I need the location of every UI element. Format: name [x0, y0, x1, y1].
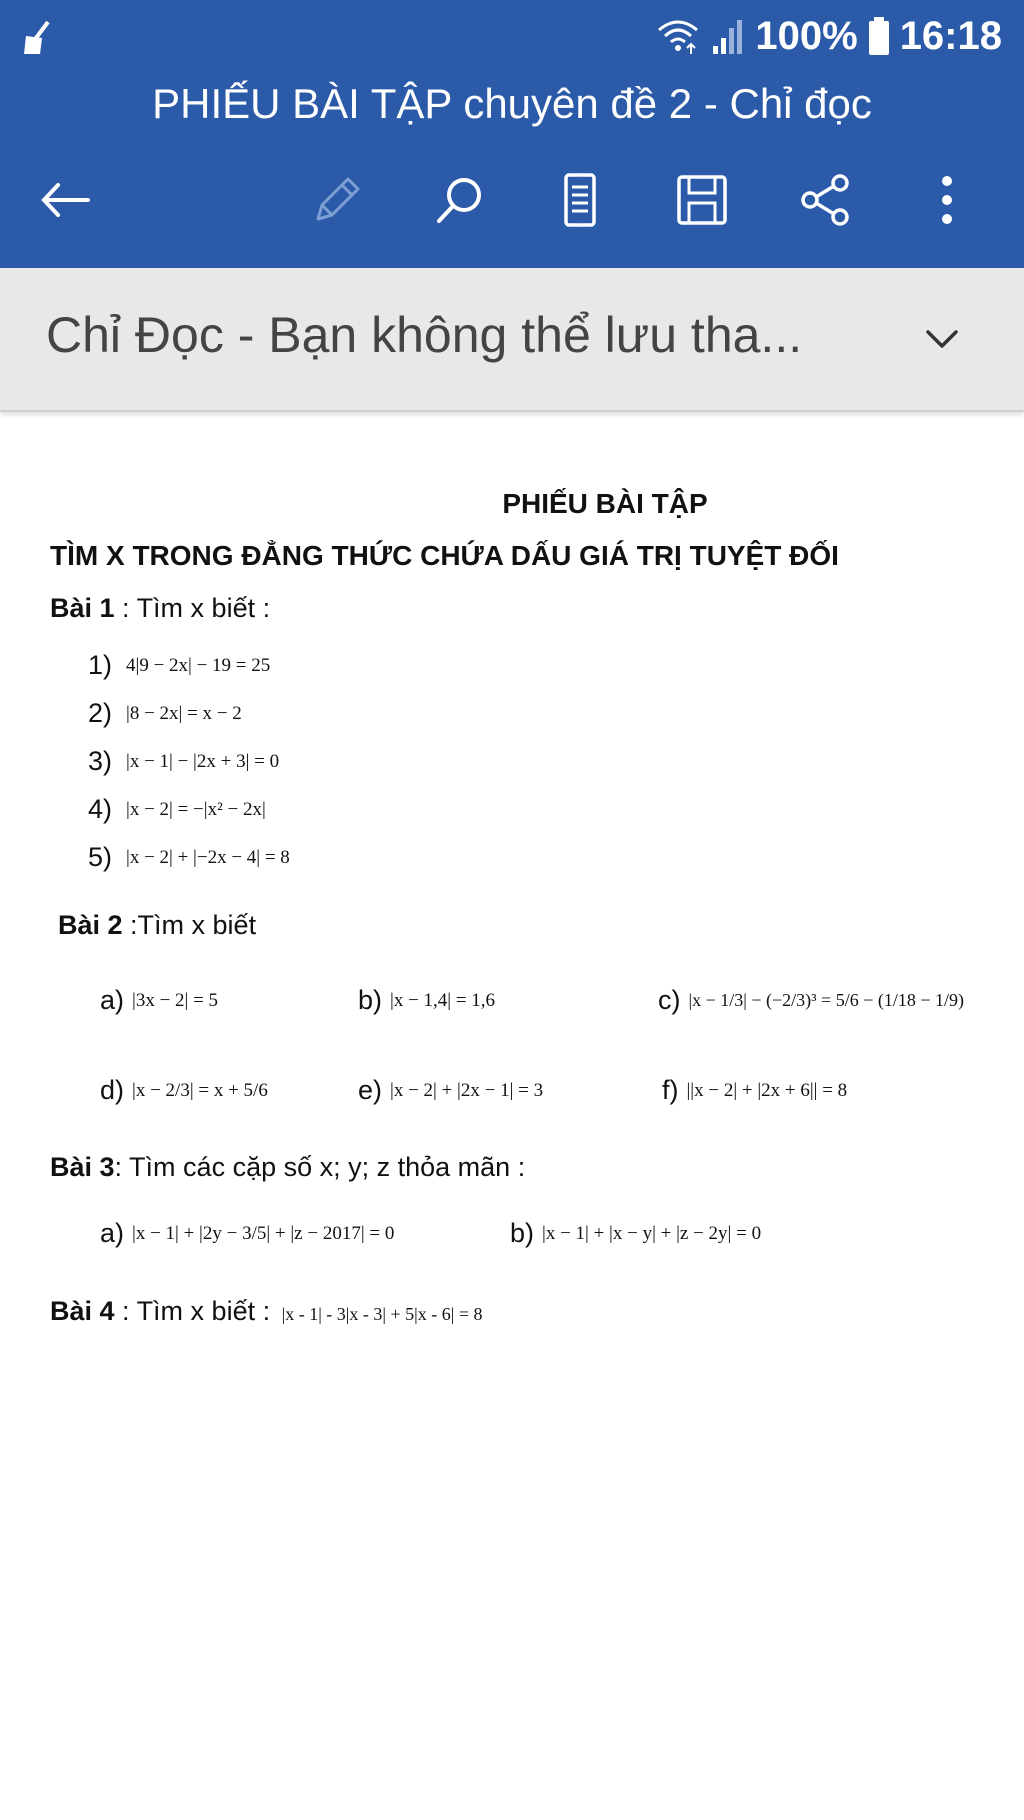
equation: |x − 2| = −|x² − 2x| — [126, 798, 266, 820]
status-bar — [0, 0, 1024, 70]
bai1-item-4 — [88, 794, 266, 825]
item-number: a) — [100, 985, 125, 1015]
bai2-item-d — [100, 1075, 268, 1106]
toolbar — [0, 165, 1024, 240]
equation: |x − 2| + |−2x − 4| = 8 — [126, 846, 290, 868]
item-number: 2) — [88, 698, 113, 728]
signal-icon — [711, 18, 745, 54]
bai3-item-b — [510, 1218, 761, 1249]
item-number: b) — [358, 985, 383, 1015]
equation: |x − 1/3| − (−2/3)³ = 5/6 − (1/18 − 1/9) — [688, 990, 964, 1010]
bai1-label: Bài 1 — [50, 593, 115, 623]
more-options-button[interactable] — [912, 165, 982, 235]
item-number: b) — [510, 1218, 535, 1248]
bai4-equation: |x - 1| - 3|x - 3| + 5|x - 6| = 8 — [281, 1304, 483, 1324]
item-number: f) — [662, 1075, 679, 1105]
item-number: c) — [658, 985, 681, 1015]
bai1-item-3 — [88, 746, 279, 777]
chevron-down-icon[interactable] — [920, 316, 964, 360]
bai3-item-a — [100, 1218, 394, 1249]
document-page — [0, 410, 1024, 1820]
equation: |x − 1| + |2y − 3/5| + |z − 2017| = 0 — [132, 1222, 395, 1244]
bai1-text: : Tìm x biết : — [114, 593, 271, 623]
equation: |8 − 2x| = x − 2 — [126, 702, 242, 724]
bai2-item-a — [100, 985, 218, 1016]
equation: |3x − 2| = 5 — [132, 989, 219, 1011]
item-number: e) — [358, 1075, 383, 1105]
wifi-icon — [655, 16, 701, 56]
document-title: PHIẾU BÀI TẬP chuyên đề 2 - Chỉ đọc — [152, 80, 872, 127]
edit-button[interactable] — [300, 165, 370, 235]
app-bar — [0, 0, 1024, 268]
equation: |x − 1| − |2x + 3| = 0 — [126, 750, 280, 772]
bai4-title — [50, 1296, 483, 1327]
search-icon — [431, 171, 489, 229]
read-only-message: Chỉ Đọc - Bạn không thể lưu tha... — [46, 307, 803, 363]
equation: |x − 2| + |2x − 1| = 3 — [390, 1079, 544, 1101]
mobile-view-icon — [551, 171, 609, 229]
save-icon — [673, 171, 731, 229]
bai2-title — [58, 910, 256, 941]
back-arrow-icon — [36, 171, 94, 229]
equation: ||x − 2| + |2x + 6|| = 8 — [686, 1079, 848, 1101]
pencil-icon — [306, 171, 364, 229]
bai2-label: Bài 2 — [58, 910, 123, 940]
read-only-banner[interactable] — [0, 268, 1024, 412]
clock: 16:18 — [899, 13, 1002, 58]
search-button[interactable] — [425, 165, 495, 235]
back-button[interactable] — [30, 165, 100, 235]
bai1-item-5 — [88, 842, 290, 873]
equation: 4|9 − 2x| − 19 = 25 — [126, 654, 271, 676]
bai1-item-2 — [88, 698, 242, 729]
worksheet-heading: PHIẾU BÀI TẬP — [502, 488, 708, 519]
bai1-title — [50, 593, 270, 624]
bai2-text: :Tìm x biết — [122, 910, 257, 940]
share-icon — [796, 171, 854, 229]
equation: |x − 2/3| = x + 5/6 — [132, 1079, 268, 1101]
worksheet-subheading: TÌM X TRONG ĐẲNG THỨC CHỨA DẤU GIÁ TRỊ TUYỆT ĐỐI — [50, 540, 839, 571]
bai4-label: Bài 4 — [50, 1296, 115, 1326]
item-number: 3) — [88, 746, 113, 776]
battery-percent: 100% — [755, 13, 858, 58]
item-number: 1) — [88, 650, 113, 680]
cleaner-icon — [18, 18, 58, 58]
save-button[interactable] — [667, 165, 737, 235]
more-vertical-icon — [918, 171, 976, 229]
bai3-text: : Tìm các cặp số x; y; z thỏa mãn : — [114, 1152, 526, 1182]
bai1-item-1 — [88, 650, 270, 681]
bai3-title — [50, 1152, 525, 1183]
battery-icon — [868, 17, 890, 55]
bai2-item-f — [662, 1075, 847, 1106]
item-number: 4) — [88, 794, 113, 824]
equation: |x − 1,4| = 1,6 — [390, 989, 496, 1011]
bai4-text: : Tìm x biết : — [114, 1296, 271, 1326]
equation: |x − 1| + |x − y| + |z − 2y| = 0 — [542, 1222, 762, 1244]
bai2-item-c — [658, 985, 964, 1016]
item-number: 5) — [88, 842, 113, 872]
bai2-item-e — [358, 1075, 543, 1106]
reading-view-button[interactable] — [545, 165, 615, 235]
bai2-item-b — [358, 985, 495, 1016]
item-number: a) — [100, 1218, 125, 1248]
item-number: d) — [100, 1075, 125, 1105]
bai3-label: Bài 3 — [50, 1152, 115, 1182]
share-button[interactable] — [790, 165, 860, 235]
